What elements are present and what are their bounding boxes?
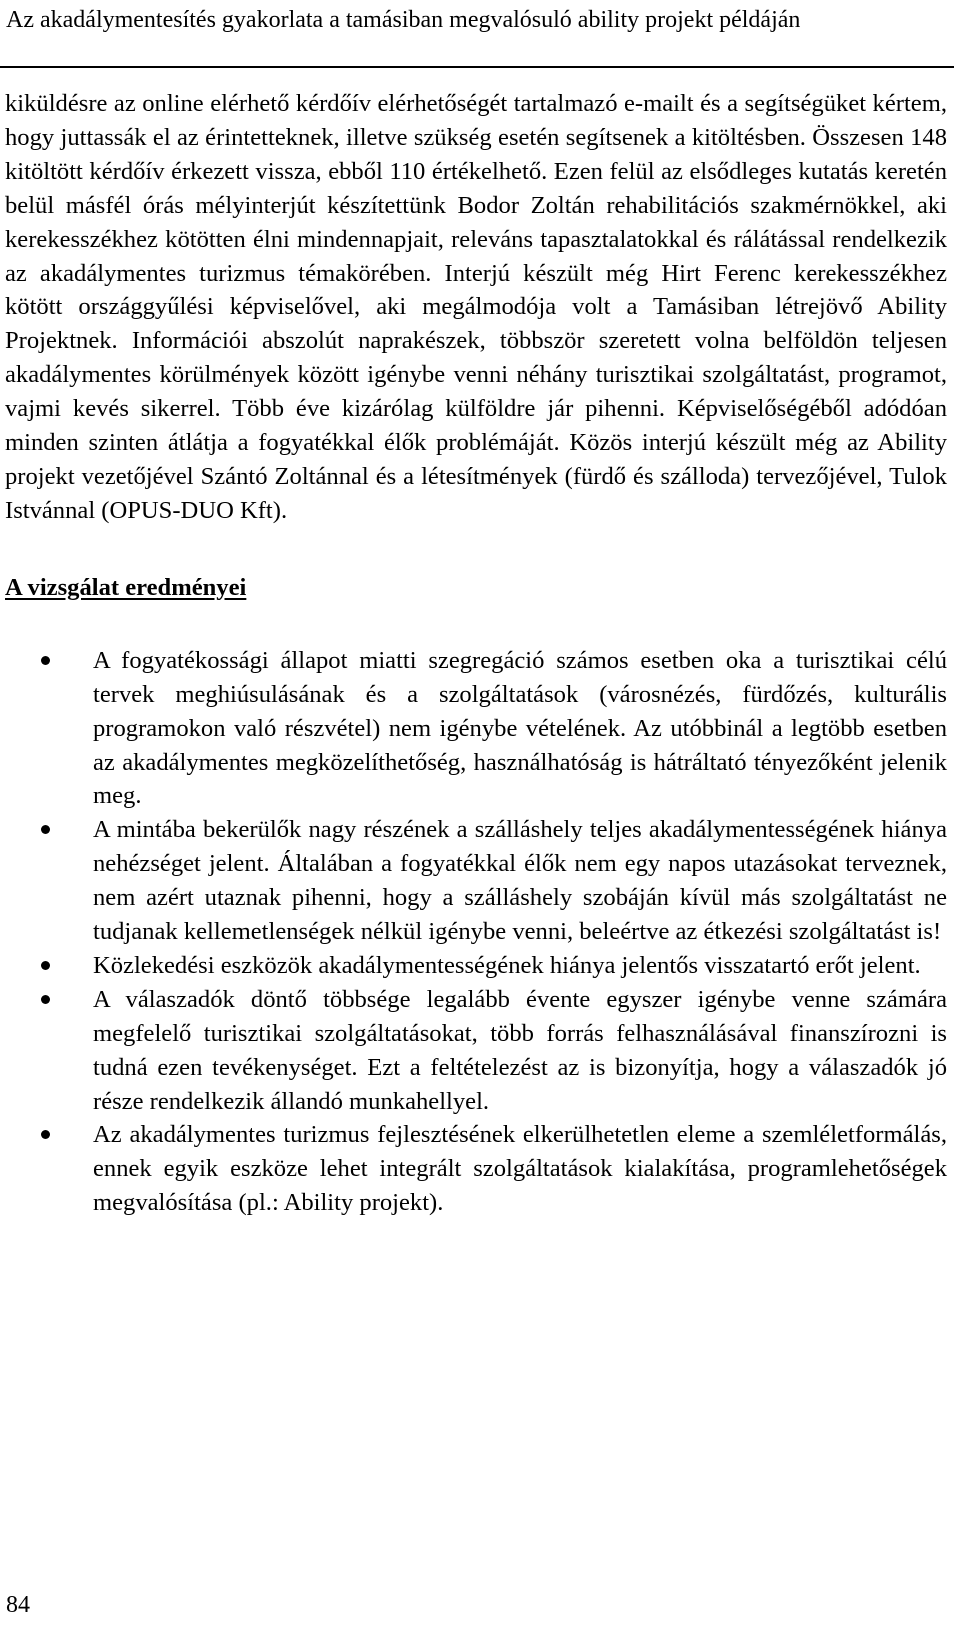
list-item xyxy=(5,949,947,983)
page-number: 84 xyxy=(6,1592,30,1618)
bullet-icon xyxy=(41,825,50,834)
list-item-text: Az akadálymentes turizmus fejlesztésének elkerülhetetlen eleme a szemléletformálás, ennek egyik eszköze lehet integrált szolgáltatások kialakítása, programlehetőségek megvalósítása (pl.: Ability projekt). xyxy=(93,1121,947,1217)
list-item xyxy=(5,644,947,814)
header-divider xyxy=(0,66,954,68)
results-heading: A vizsgálat eredményei xyxy=(5,573,247,601)
list-item-text: Közlekedési eszközök akadálymentességének hiánya jelentős visszatartó erőt jelent. xyxy=(93,951,921,979)
list-item-text: A mintába bekerülők nagy részének a szálláshely teljes akadálymentességének hiánya nehézséget jelent. Általában a fogyatékkal élők nem egy napos utazásokat terveznek, nem azért utaznak pihenni, hogy a szálláshely szobáján kívül más szolgáltatást ne tudjanak kellemetlenségek nélkül igénybe venni, beleértve az étkezési szolgáltatást is! xyxy=(93,816,947,946)
bullet-icon xyxy=(41,656,50,665)
intro-paragraph: kiküldésre az online elérhető kérdőív elérhetőségét tartalmazó e-mailt és a segítségüket kértem, hogy juttassák el az érintetteknek, illetve szükség esetén segítsenek a kitöltésben. Összesen 148 kitöltött kérdőív érkezett vissza, ebből 110 értékelhető. Ezen felül az elsődleges kutatás keretén belül másfél órás mélyinterjút készítettünk Bodor Zoltán rehabilitációs szakmérnökkel, aki kerekesszékhez kötötten élni mindennapjait, releváns tapasztalatokkal és rálátással rendelkezik az akadálymentes turizmus témakörében. Interjú készült még Hirt Ferenc kerekesszékhez kötött országgyűlési képviselővel, aki megálmodója volt a Tamásiban létrejövő Ability Projektnek. Információi abszolút naprakészek, többször szeretett volna belföldön teljesen akadálymentes körülmények között igénybe venni néhány turisztikai szolgáltatást, programot, vajmi kevés sikerrel. Több éve kizárólag külföldre jár pihenni. Képviselőségéből adódóan minden szinten átlátja a fogyatékkal élők problémáját. Közös interjú készült még az Ability projekt vezetőjével Szántó Zoltánnal és a létesítmények (fürdő és szálloda) tervezőjével, Tulok Istvánnal (OPUS-DUO Kft). xyxy=(5,90,947,524)
list-item xyxy=(5,983,947,1119)
page-body xyxy=(5,87,947,1220)
bullet-icon xyxy=(41,995,50,1004)
list-item-text: A fogyatékossági állapot miatti szegregáció számos esetben oka a turisztikai célú tervek meghiúsulásának és a szolgáltatások (városnézés, fürdőzés, kulturális programokon való részvétel) nem igénybe vételének. Az utóbbinál a legtöbb esetben az akadálymentes megközelíthetőség, használhatóság is hátráltató tényezőként jelenik meg. xyxy=(93,646,947,810)
list-item xyxy=(5,813,947,949)
bullet-icon xyxy=(41,1130,50,1139)
results-bullet-list xyxy=(5,644,947,1220)
running-header: Az akadálymentesítés gyakorlata a tamásiban megvalósuló ability projekt példáján xyxy=(6,7,801,33)
list-item-text: A válaszadók döntő többsége legalább évente egyszer igénybe venne számára megfelelő turisztikai szolgáltatásokat, több forrás felhasználásával finanszírozni is tudná ezen tevékenységet. Ezt a feltételezést az is bizonyítja, hogy a válaszadók jó része rendelkezik állandó munkahellyel. xyxy=(93,985,947,1115)
list-item xyxy=(5,1118,947,1220)
bullet-icon xyxy=(41,961,50,970)
